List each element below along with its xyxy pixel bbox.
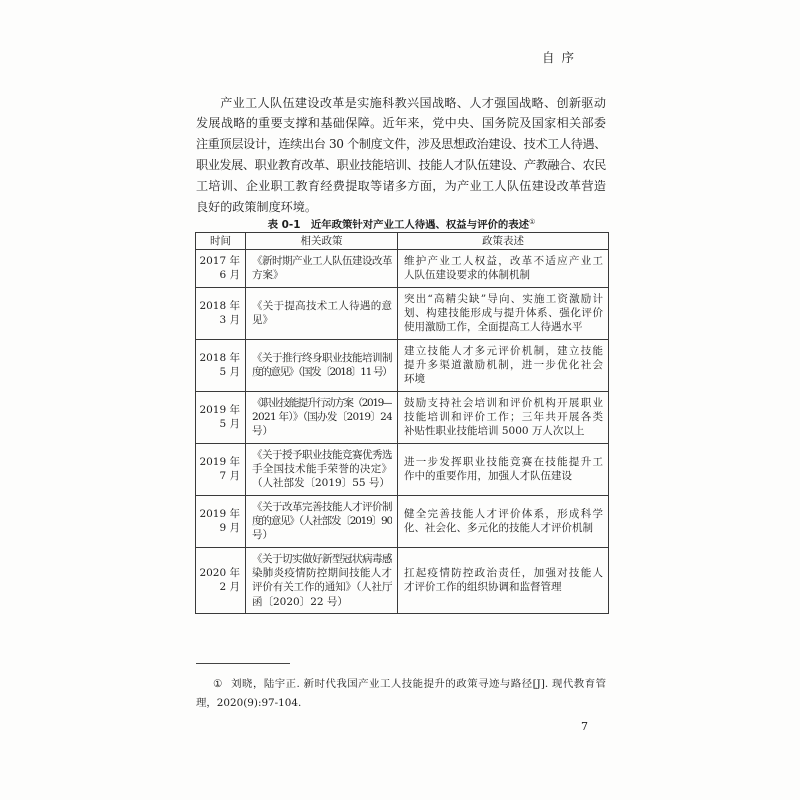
cell-line: 划、构建技能形成与提升体系、强化评价 [404,307,603,320]
cell-line: 鼓励支持社会培训和评价机构开展职业 [404,396,603,409]
cell-line: 化、社会化、多元化的技能人才评价机制 [404,522,593,535]
table-row [196,250,609,288]
cell-line: 评价有关工作的通知》（人社厅 [252,581,392,594]
paragraph-line: 良好的政策制度环境。 [196,199,317,214]
table-row [196,495,609,547]
cell-line: 技能培训和评价工作；三年共开展各类 [404,411,603,424]
cell-line: 5 月 [219,366,240,379]
paragraph-line: 产业工人队伍建设改革是实施科教兴国战略、人才强国战略、创新驱动 [220,95,606,110]
cell-line: 《关于切实做好新型冠状病毒感 [252,552,392,565]
table-caption-note-mark: ① [529,218,536,226]
cell-line: 《职业技能提升行动方案（2019— [252,396,392,409]
cell-line: 《关于改革完善技能人才评价制 [252,500,392,513]
cell-line: 补贴性职业技能培训 5000 万人次以上 [404,425,585,438]
cell-line: 2019 年 [199,508,240,520]
page-number: 7 [581,720,588,733]
table-body [196,250,609,614]
cell-line: 2018 年 [199,300,240,313]
cell-line: 建立技能人才多元评价机制，建立技能 [404,344,603,357]
cell-line: 《关于授予职业技能竞赛优秀选 [252,448,392,461]
cell-line: 进一步发挥职业技能竞赛在技能提升工 [404,456,603,469]
table-cell-statement [398,391,609,443]
footnote-line [196,675,606,694]
footnote-line [196,694,606,713]
cell-line: 7 月 [219,470,240,483]
cell-line: 染肺炎疫情防控期间技能人才 [252,567,392,580]
column-header: 政策表述 [398,233,609,250]
column-header: 时间 [196,233,246,250]
table-cell-statement [398,443,609,495]
cell-line: 《新时期产业工人队伍建设改革 [252,255,392,268]
cell-line: 见》 [252,314,273,327]
table-row [196,547,609,613]
cell-line: 2019 年 [199,404,240,417]
table-cell-time [196,250,246,288]
table-cell-policy [246,443,398,495]
body-paragraph [196,93,606,218]
cell-line: 度的意见》（国发〔2018〕11 号） [252,366,392,379]
paragraph-line: 发展战略的重要支撑和基础保障。近年来，党中央、国务院及国家相关部委 [196,116,606,131]
cell-line: 号） [252,529,273,542]
paragraph-line: 注重顶层设计，连续出台 30 个制度文件，涉及思想政治建设、技术工人待遇、 [196,137,606,152]
table-cell-statement [398,339,609,391]
table-cell-time [196,547,246,613]
paragraph-line: 职业发展、职业教育改革、职业技能培训、技能人才队伍建设、产教融合、农民 [196,157,606,172]
cell-line: 扛起疫情防控政治责任，加强对技能人 [404,567,603,580]
cell-line: 5 月 [219,418,240,431]
table-cell-statement [398,250,609,288]
cell-line: 2020 年 [199,567,240,580]
cell-line: 9 月 [219,522,240,535]
cell-line: 突出“高精尖缺”导向、实施工资激励计 [404,292,603,305]
cell-line: 函〔2020〕22 号） [252,595,348,608]
cell-line: 才评价工作的组织协调和监督管理 [404,581,562,594]
table-cell-policy [246,287,398,339]
cell-line: 人队伍建设要求的体制机制 [404,269,530,282]
table-cell-time [196,495,246,547]
cell-line: （人社部发〔2019〕55 号） [252,477,390,490]
cell-line: 提升多渠道激励机制，进一步优化社会 [404,359,603,372]
running-head: 自 序 [542,50,574,65]
cell-line: 《关于推行终身职业技能培训制 [252,352,392,365]
table-cell-policy [246,391,398,443]
table-caption-text: 表 0-1 近年政策针对产业工人待遇、权益与评价的表述 [267,219,530,231]
table-row [196,287,609,339]
table-cell-statement [398,547,609,613]
footnote-mark: ① [213,677,223,690]
table-cell-policy [246,495,398,547]
paragraph-line: 工培训、企业职工教育经费提取等诸多方面，为产业工人队伍建设改革营造 [196,178,606,193]
cell-line: 维护产业工人权益，改革不适应产业工 [404,255,603,268]
cell-line: 使用激励工作，全面提高工人待遇水平 [404,321,583,334]
cell-line: 手全国技术能手荣誉的决定》 [252,463,392,476]
table-cell-time [196,339,246,391]
cell-line: 方案》 [252,269,284,282]
table-row [196,443,609,495]
column-header: 相关政策 [246,233,398,250]
cell-line: 健全完善技能人才评价体系，形成科学 [404,508,603,520]
cell-line: 2019 年 [199,456,240,469]
cell-line: 《关于提高技术工人待遇的意 [252,300,392,313]
footnote-rule [196,663,290,664]
policy-table [195,232,609,614]
footnote [196,675,606,713]
cell-line: 号） [252,425,273,438]
table-cell-policy [246,250,398,288]
table-cell-statement [398,287,609,339]
cell-line: 2018 年 [199,352,240,365]
table-cell-time [196,287,246,339]
table-header-row [196,233,609,250]
table-row [196,339,609,391]
cell-line: 2 月 [219,581,240,594]
cell-line: 2021 年）》（国办发〔2019〕24 [252,411,392,424]
table-cell-policy [246,547,398,613]
table-cell-time [196,443,246,495]
table-cell-time [196,391,246,443]
table-caption [195,218,608,232]
footnote-text: 理，2020(9):97-104. [196,696,302,709]
cell-line: 作中的重要作用，加强人才队伍建设 [404,470,572,483]
cell-line: 环境 [404,373,425,386]
table-cell-policy [246,339,398,391]
cell-line: 6 月 [219,269,240,282]
table-row [196,391,609,443]
cell-line: 2017 年 [199,255,240,268]
cell-line: 度的意见》（人社部发〔2019〕90 [252,515,392,528]
table-cell-statement [398,495,609,547]
footnote-text: 刘晓，陆宇正. 新时代我国产业工人技能提升的政策寻迹与路径[J]. 现代教育管 [231,677,606,690]
cell-line: 3 月 [219,314,240,327]
